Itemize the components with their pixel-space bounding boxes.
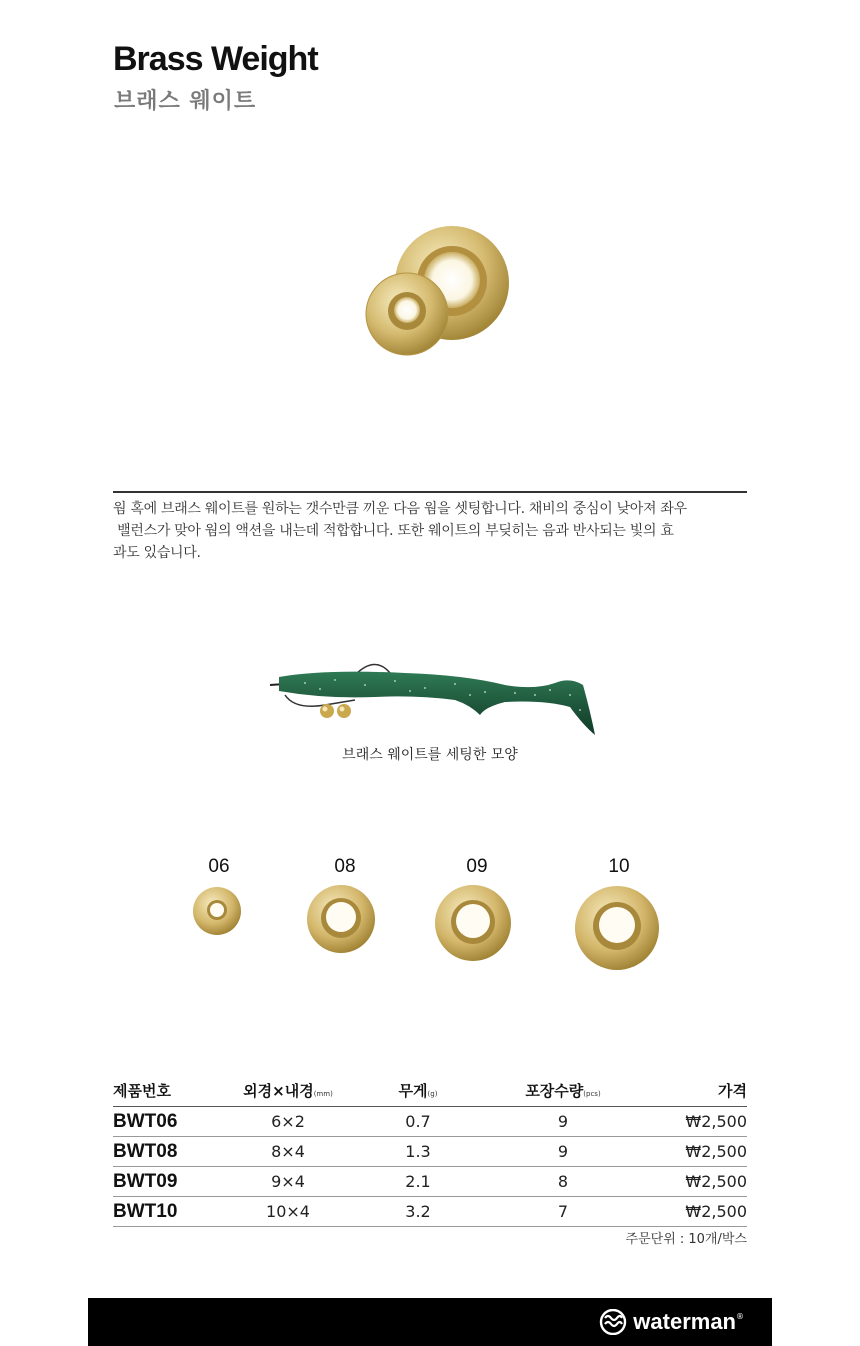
row-price: ₩2,500 bbox=[643, 1197, 747, 1227]
footer-bar bbox=[88, 1298, 772, 1346]
header-pack: 포장수량(pcs) bbox=[483, 1078, 643, 1107]
product-description bbox=[113, 498, 753, 564]
registered-mark: ® bbox=[736, 1311, 744, 1321]
order-unit-note: 주문단위 : 10개/박스 bbox=[625, 1232, 747, 1247]
row-weight: 1.3 bbox=[353, 1137, 483, 1167]
lure-caption: 브래스 웨이트를 세팅한 모양 bbox=[342, 747, 518, 763]
header-dimension: 외경×내경(mm) bbox=[223, 1078, 353, 1107]
row-code: BWT08 bbox=[113, 1137, 223, 1167]
size-label-10: 10 bbox=[608, 856, 630, 877]
row-code: BWT10 bbox=[113, 1197, 223, 1227]
size-label-08: 08 bbox=[334, 856, 356, 877]
table-row bbox=[113, 1197, 747, 1227]
row-dimension: 6×2 bbox=[223, 1107, 353, 1137]
bead-10-image bbox=[574, 885, 660, 971]
product-title-english: Brass Weight bbox=[113, 40, 318, 78]
row-weight: 3.2 bbox=[353, 1197, 483, 1227]
bead-08-image bbox=[306, 884, 376, 954]
row-dimension: 9×4 bbox=[223, 1167, 353, 1197]
waterman-logo-icon bbox=[599, 1309, 627, 1335]
brand-name: waterman bbox=[633, 1309, 736, 1334]
row-weight: 2.1 bbox=[353, 1167, 483, 1197]
table-row bbox=[113, 1107, 747, 1137]
header-code: 제품번호 bbox=[113, 1078, 223, 1107]
row-pack: 8 bbox=[483, 1167, 643, 1197]
row-price: ₩2,500 bbox=[643, 1167, 747, 1197]
header-price: 가격 bbox=[643, 1078, 747, 1107]
brass-weights-hero-image bbox=[355, 210, 525, 360]
row-pack: 9 bbox=[483, 1107, 643, 1137]
section-divider bbox=[113, 491, 747, 493]
row-pack: 9 bbox=[483, 1137, 643, 1167]
bead-09-image bbox=[434, 884, 512, 962]
description-line: 웜 혹에 브래스 웨이트를 원하는 갯수만큼 끼운 다음 웜을 셋팅합니다. 채비의 중심이 낮아져 좌우 bbox=[113, 501, 687, 517]
row-dimension: 8×4 bbox=[223, 1137, 353, 1167]
worm-lure-image bbox=[265, 655, 605, 745]
row-code: BWT06 bbox=[113, 1107, 223, 1137]
description-line: 과도 있습니다. bbox=[113, 545, 201, 561]
description-line: 밸런스가 맞아 웜의 액션을 내는데 적합합니다. 또한 웨이트의 부딪히는 음과 반사되는 빛의 효 bbox=[113, 523, 674, 539]
row-pack: 7 bbox=[483, 1197, 643, 1227]
spec-table bbox=[113, 1078, 747, 1227]
row-code: BWT09 bbox=[113, 1167, 223, 1197]
spec-table-header bbox=[113, 1078, 747, 1107]
header-weight: 무게(g) bbox=[353, 1078, 483, 1107]
row-dimension: 10×4 bbox=[223, 1197, 353, 1227]
row-weight: 0.7 bbox=[353, 1107, 483, 1137]
bead-06-image bbox=[192, 886, 242, 936]
size-label-06: 06 bbox=[208, 856, 230, 877]
table-row bbox=[113, 1167, 747, 1197]
row-price: ₩2,500 bbox=[643, 1137, 747, 1167]
row-price: ₩2,500 bbox=[643, 1107, 747, 1137]
product-title-korean: 브래스 웨이트 bbox=[114, 89, 257, 114]
brand-logo bbox=[599, 1309, 744, 1335]
table-row bbox=[113, 1137, 747, 1167]
size-label-09: 09 bbox=[466, 856, 488, 877]
